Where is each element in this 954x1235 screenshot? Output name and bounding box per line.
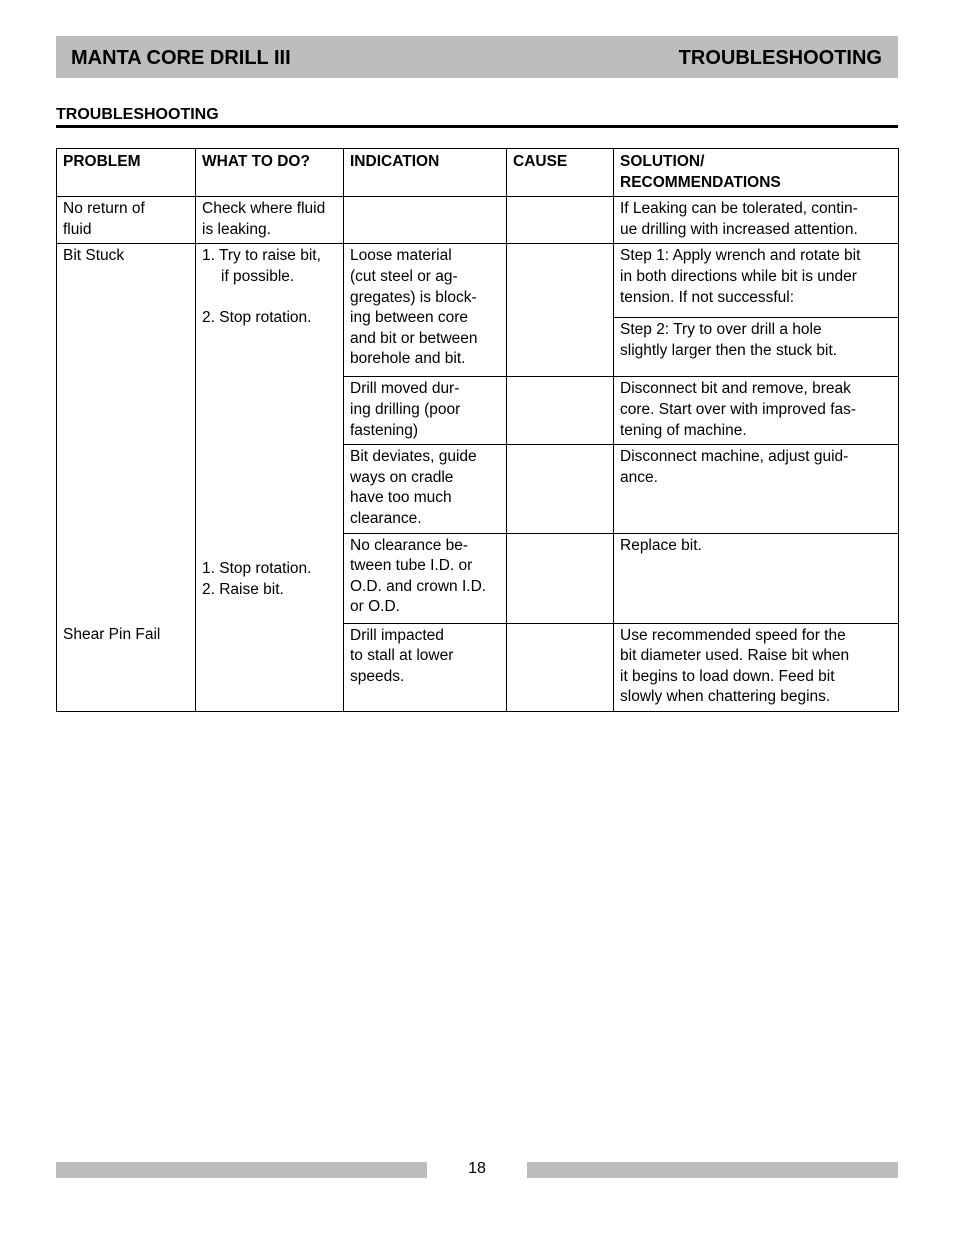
cause-cell: [507, 533, 614, 623]
indication-cell: No clearance be- tween tube I.D. or O.D. and crown I.D. or O.D.: [344, 533, 507, 623]
solution-cell: Use recommended speed for the bit diameter used. Raise bit when it begins to load down. Feed bit slowly when chattering begins.: [614, 623, 899, 711]
problem-cell-bit-stuck: Bit Stuck: [57, 244, 196, 623]
solution-cell: If Leaking can be tolerated, contin- ue drilling with increased attention.: [614, 197, 899, 244]
section-divider: [56, 125, 898, 128]
indication-cell: Drill impacted to stall at lower speeds.: [344, 623, 507, 711]
indication-cell: Drill moved dur- ing drilling (poor fastening): [344, 377, 507, 445]
what-to-do-cell: Check where fluid is leaking.: [196, 197, 344, 244]
column-header-solution-line1: SOLUTION/: [620, 153, 705, 170]
indication-cell: Loose material (cut steel or ag- gregates) is block- ing between core and bit or between borehole and bit.: [344, 244, 507, 377]
column-header-solution: [614, 149, 899, 197]
cause-cell: [507, 445, 614, 533]
what-to-do-cell-bit-stuck: 1. Try to raise bit, if possible. 2. Stop rotation. 1. Stop rotation. 2. Raise bit.: [196, 244, 344, 712]
problem-cell: No return of fluid: [57, 197, 196, 244]
column-header-indication: INDICATION: [344, 149, 507, 197]
table-header-row: [57, 149, 899, 197]
table-row: [57, 197, 899, 244]
what-to-do-lower-steps: 1. Stop rotation. 2. Raise bit.: [202, 560, 312, 598]
footer-bar-right: [527, 1162, 898, 1178]
column-header-solution-line2: RECOMMENDATIONS: [620, 173, 781, 191]
page-number: 18: [468, 1160, 486, 1177]
column-header-cause: CAUSE: [507, 149, 614, 197]
solution-cell: Replace bit.: [614, 533, 899, 623]
column-header-problem: PROBLEM: [57, 149, 196, 197]
chapter-title: TROUBLESHOOTING: [678, 47, 882, 69]
troubleshooting-table: [56, 148, 899, 712]
indication-cell: [344, 197, 507, 244]
solution-cell: Disconnect bit and remove, break core. Start over with improved fas- tening of machine.: [614, 377, 899, 445]
cause-cell: [507, 197, 614, 244]
cause-cell: [507, 377, 614, 445]
problem-cell-shear-pin: Shear Pin Fail: [57, 623, 196, 711]
table-row: [57, 623, 899, 711]
cause-cell: [507, 623, 614, 711]
indication-cell: Bit deviates, guide ways on cradle have too much clearance.: [344, 445, 507, 533]
column-header-what-to-do: WHAT TO DO?: [196, 149, 344, 197]
footer-bar-left: [56, 1162, 427, 1178]
table-row: [57, 244, 899, 318]
solution-cell: Disconnect machine, adjust guid- ance.: [614, 445, 899, 533]
section-title: TROUBLESHOOTING: [56, 106, 219, 123]
solution-cell: Step 2: Try to over drill a hole slightly larger then the stuck bit.: [614, 318, 899, 377]
cause-cell: [507, 244, 614, 377]
header-band: [56, 36, 898, 78]
manual-title: MANTA CORE DRILL III: [71, 47, 291, 69]
solution-cell: Step 1: Apply wrench and rotate bit in both directions while bit is under tension. If not successful:: [614, 244, 899, 318]
